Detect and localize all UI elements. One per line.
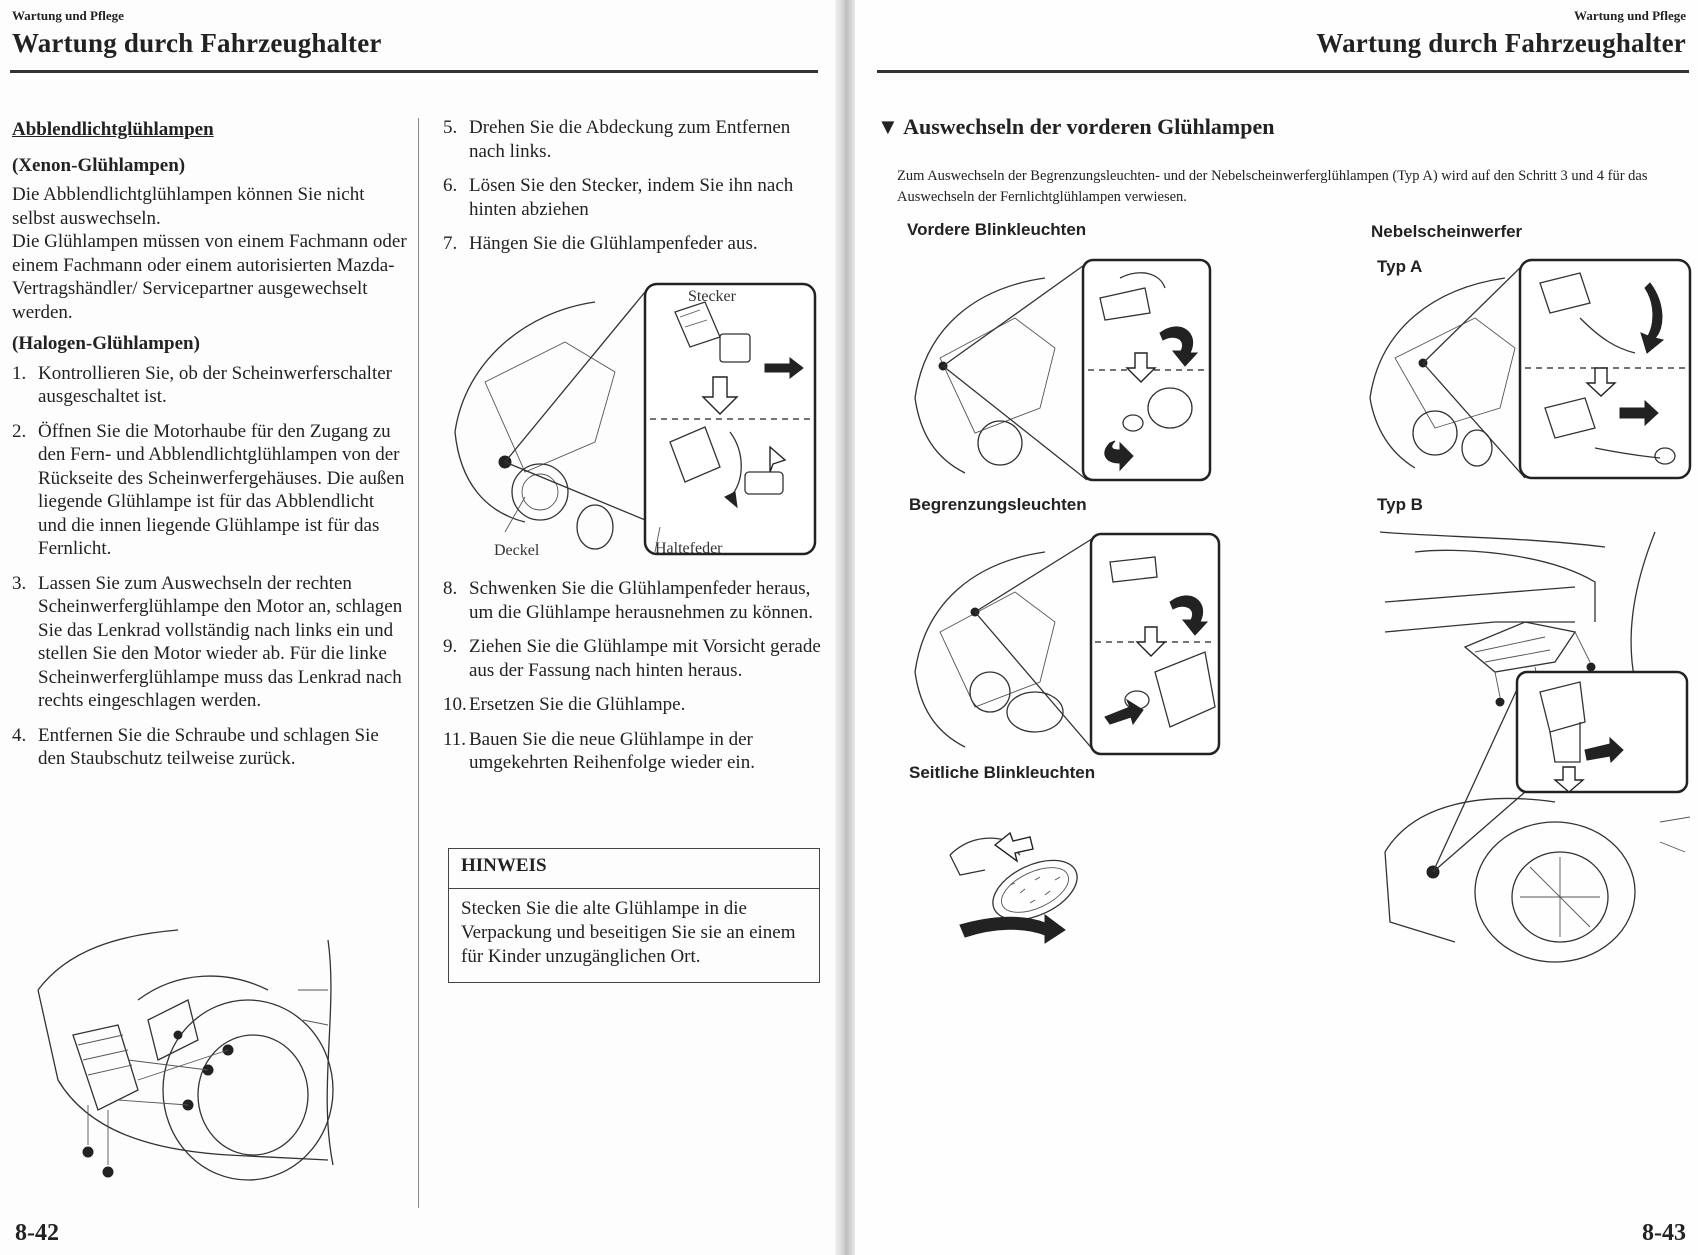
label-typ-a: Typ A xyxy=(1377,257,1423,276)
step-item xyxy=(443,116,823,163)
side-turn-signal-illustration xyxy=(945,815,1095,945)
intro-paragraph: Zum Auswechseln der Begrenzungsleuchten- und der Nebelscheinwerferglühlampen (Typ A) wird auf den Schritt 3 und 4 für das Auswechseln der Fernlichtglühlampen verwiesen. xyxy=(897,168,1648,205)
step-text: Entfernen Sie die Schraube und schlagen Sie den Staubschutz teilweise zurück. xyxy=(38,724,379,769)
xenon-paragraph-2: Die Glühlampen müssen von einem Fachmann oder einem Fachmann oder einem autorisierten Mazda-Vertragshändler/ Servicepartner ausgewechselt werden. xyxy=(12,231,407,323)
step-text: Kontrollieren Sie, ob der Scheinwerferschalter ausgeschaltet ist. xyxy=(38,362,393,407)
step-number: 10. xyxy=(443,694,467,715)
left-column-2 xyxy=(443,116,823,267)
step-item xyxy=(443,232,823,256)
splash-shield-illustration xyxy=(28,930,378,1180)
step-item xyxy=(443,577,823,624)
column-separator xyxy=(418,118,419,1208)
step-item xyxy=(12,572,407,713)
xenon-paragraph-1: Die Abblendlichtglühlampen können Sie nicht selbst auswechseln. xyxy=(12,184,365,229)
title-rule-left xyxy=(10,70,818,73)
step-number: 2. xyxy=(12,420,27,442)
running-head-right: Wartung und Pflege xyxy=(1574,8,1686,23)
callout-deckel: Deckel xyxy=(494,542,540,559)
step-text: Ersetzen Sie die Glühlampe. xyxy=(469,694,686,715)
step-number: 8. xyxy=(443,578,458,599)
hinweis-title: HINWEIS xyxy=(449,849,819,889)
front-turn-signal-illustration xyxy=(905,258,1215,483)
step-number: 5. xyxy=(443,117,458,138)
running-head-left: Wartung und Pflege xyxy=(12,8,124,23)
section-title-text: Auswechseln der vorderen Glühlampen xyxy=(903,114,1275,139)
step-number: 6. xyxy=(443,175,458,196)
book-gutter xyxy=(835,0,855,1255)
right-page xyxy=(855,0,1698,1255)
title-rule-right xyxy=(877,70,1689,73)
fog-lamp-type-b-illustration xyxy=(1375,522,1695,962)
subheading-halogen: (Halogen-Glühlampen) xyxy=(12,333,200,354)
step-item xyxy=(12,362,407,409)
step-number: 3. xyxy=(12,572,27,594)
triangle-down-icon: ▼ xyxy=(877,114,899,139)
left-page xyxy=(0,0,835,1255)
step-text: Hängen Sie die Glühlampenfeder aus. xyxy=(469,233,758,254)
label-vordere-blinkleuchten: Vordere Blinkleuchten xyxy=(907,220,1087,239)
step-number: 1. xyxy=(12,362,27,384)
step-number: 4. xyxy=(12,724,27,746)
step-text: Bauen Sie die neue Glühlampe in der umgekehrten Reihenfolge wieder ein. xyxy=(469,728,755,773)
hinweis-text: Stecken Sie die alte Glühlampe in die Verpackung und beseitigen Sie sie an einem für Kinder unzugänglichen Ort. xyxy=(461,898,796,967)
position-lamp-illustration xyxy=(905,532,1225,757)
step-number: 11. xyxy=(443,728,467,750)
left-column-1 xyxy=(12,118,407,782)
label-nebelscheinwerfer: Nebelscheinwerfer xyxy=(1371,222,1523,241)
section-heading: Abblendlichtglühlampen xyxy=(12,119,214,140)
step-item xyxy=(12,420,407,561)
label-begrenzungsleuchten: Begrenzungsleuchten xyxy=(909,495,1087,514)
step-text: Drehen Sie die Abdeckung zum Entfernen nach links. xyxy=(469,117,791,162)
step-text: Lassen Sie zum Auswechseln der rechten Scheinwerferglühlampe den Motor an, schlagen Sie das Lenkrad vollständig nach links ein und stellen Sie den Motor wieder ab. Für die linke Scheinwerferglühlampe muss das Lenkrad nach rechts eingeschlagen werden. xyxy=(38,572,403,711)
step-text: Ziehen Sie die Glühlampe mit Vorsicht gerade aus der Fassung nach hinten heraus. xyxy=(469,636,821,681)
step-item xyxy=(443,728,823,775)
label-seitliche-blinkleuchten: Seitliche Blinkleuchten xyxy=(909,763,1096,782)
page-number-left: 8-42 xyxy=(15,1220,59,1246)
step-text: Schwenken Sie die Glühlampenfeder heraus, um die Glühlampe herausnehmen zu können. xyxy=(469,578,814,623)
step-text: Öffnen Sie die Motorhaube für den Zugang zu den Fern- und Abblendlichtglühlampen von der Rückseite des Scheinwerfergehäuses. Die außen liegende Glühlampe ist für das Abblendlicht und die innen liegende Glühlampe ist für das Fernlicht. xyxy=(38,420,405,559)
headlamp-bulb-illustration xyxy=(445,282,820,562)
subheading-xenon: (Xenon-Glühlampen) xyxy=(12,154,186,176)
callout-haltefeder: Haltefeder xyxy=(655,540,723,557)
callout-stecker: Stecker xyxy=(688,288,736,305)
label-typ-b: Typ B xyxy=(1377,495,1423,514)
step-number: 7. xyxy=(443,233,458,254)
page-number-right: 8-43 xyxy=(1642,1220,1686,1246)
fog-lamp-type-a-illustration xyxy=(1365,258,1695,483)
section-title xyxy=(877,114,1274,140)
step-item xyxy=(12,724,407,771)
step-item xyxy=(443,693,823,717)
page-title-right: Wartung durch Fahrzeughalter xyxy=(1316,28,1686,58)
step-number: 9. xyxy=(443,636,458,657)
left-column-2-steps xyxy=(443,577,823,786)
page-title-left: Wartung durch Fahrzeughalter xyxy=(12,28,382,58)
step-item xyxy=(443,635,823,682)
step-item xyxy=(443,174,823,221)
hinweis-box xyxy=(448,848,820,983)
step-text: Lösen Sie den Stecker, indem Sie ihn nach hinten abziehen xyxy=(469,175,794,220)
